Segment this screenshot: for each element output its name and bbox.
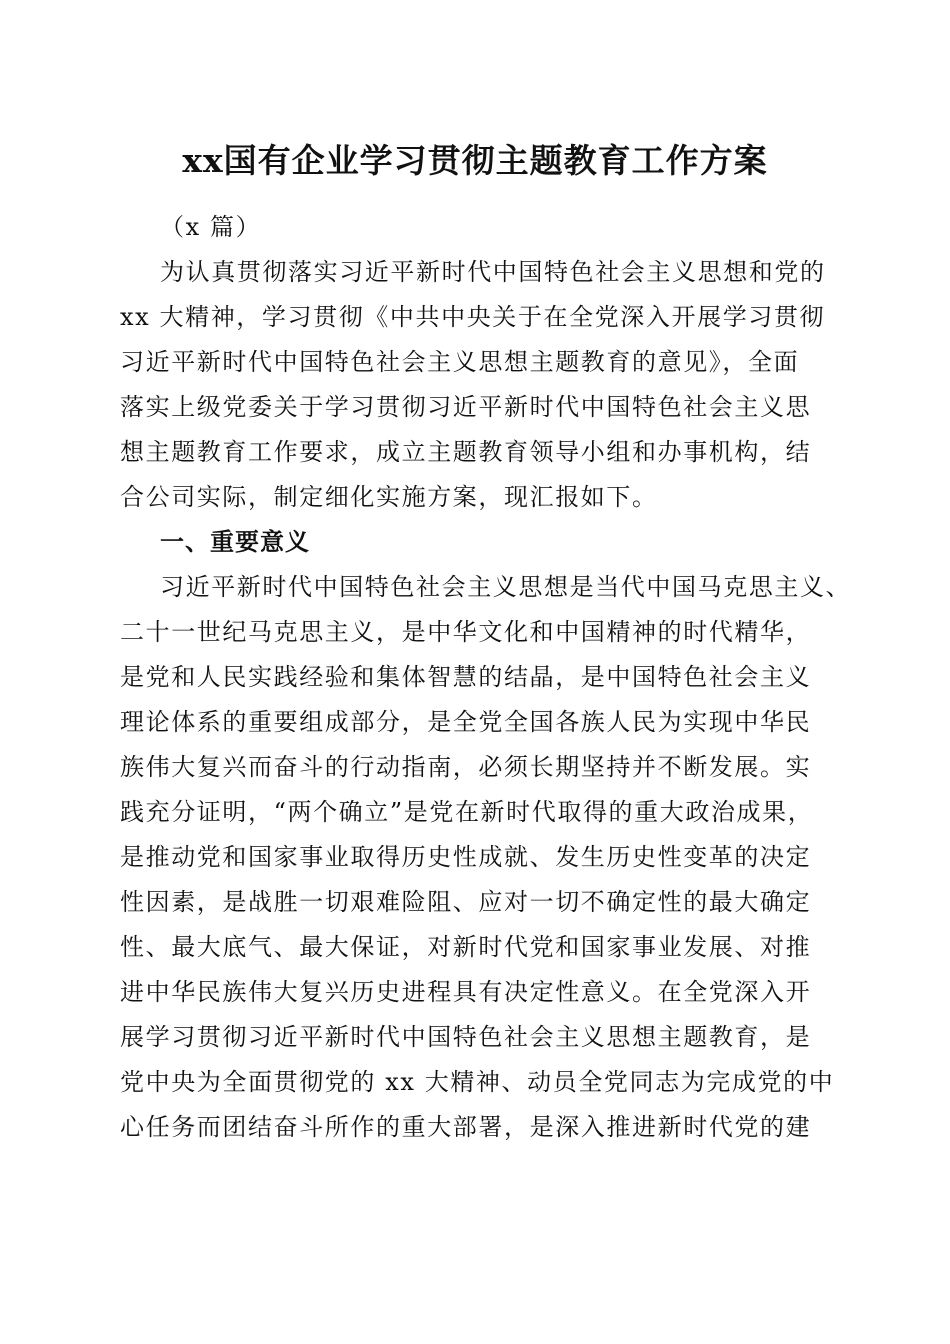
section-line: 习近平新时代中国特色社会主义思想是当代中国马克思主义、 <box>160 573 852 601</box>
intro-line: 落实上级党委关于学习贯彻习近平新时代中国特色社会主义思 <box>120 393 812 421</box>
section-line: 性、最大底气、最大保证，对新时代党和国家事业发展、对推 <box>120 933 812 961</box>
document-body <box>120 205 852 1150</box>
section-line: 践充分证明，“两个确立”是党在新时代取得的重大政治成果， <box>120 798 814 826</box>
section-heading: 一、重要意义 <box>160 528 310 556</box>
section-line: 二十一世纪马克思主义，是中华文化和中国精神的时代精华， <box>120 618 812 646</box>
section-line: 心任务而团结奋斗所作的重大部署，是深入推进新时代党的建 <box>120 1113 812 1141</box>
section-line: 性因素，是战胜一切艰难险阻、应对一切不确定性的最大确定 <box>120 888 812 916</box>
intro-line: 为认真贯彻落实习近平新时代中国特色社会主义思想和党的 <box>160 258 826 286</box>
document-subtitle: （x 篇） <box>160 213 262 241</box>
section-line: 是党和人民实践经验和集体智慧的结晶，是中国特色社会主义 <box>120 663 812 691</box>
section-line: 族伟大复兴而奋斗的行动指南，必须长期坚持并不断发展。实 <box>120 753 812 781</box>
intro-line: 习近平新时代中国特色社会主义思想主题教育的意见》，全面 <box>120 348 800 376</box>
intro-line: 想主题教育工作要求，成立主题教育领导小组和办事机构，结 <box>120 438 812 466</box>
section-line: 是推动党和国家事业取得历史性成就、发生历史性变革的决定 <box>120 843 812 871</box>
intro-line: 合公司实际，制定细化实施方案，现汇报如下。 <box>120 483 658 511</box>
section-line: 理论体系的重要组成部分，是全党全国各族人民为实现中华民 <box>120 708 812 736</box>
document-title: xx国有企业学习贯彻主题教育工作方案 <box>182 141 768 180</box>
section-line: 党中央为全面贯彻党的 xx 大精神、动员全党同志为完成党的中 <box>120 1068 835 1096</box>
intro-line: xx 大精神，学习贯彻《中共中央关于在全党深入开展学习贯彻 <box>120 303 826 331</box>
section-line: 展学习贯彻习近平新时代中国特色社会主义思想主题教育，是 <box>120 1023 812 1051</box>
section-line: 进中华民族伟大复兴历史进程具有决定性意义。在全党深入开 <box>120 978 812 1006</box>
